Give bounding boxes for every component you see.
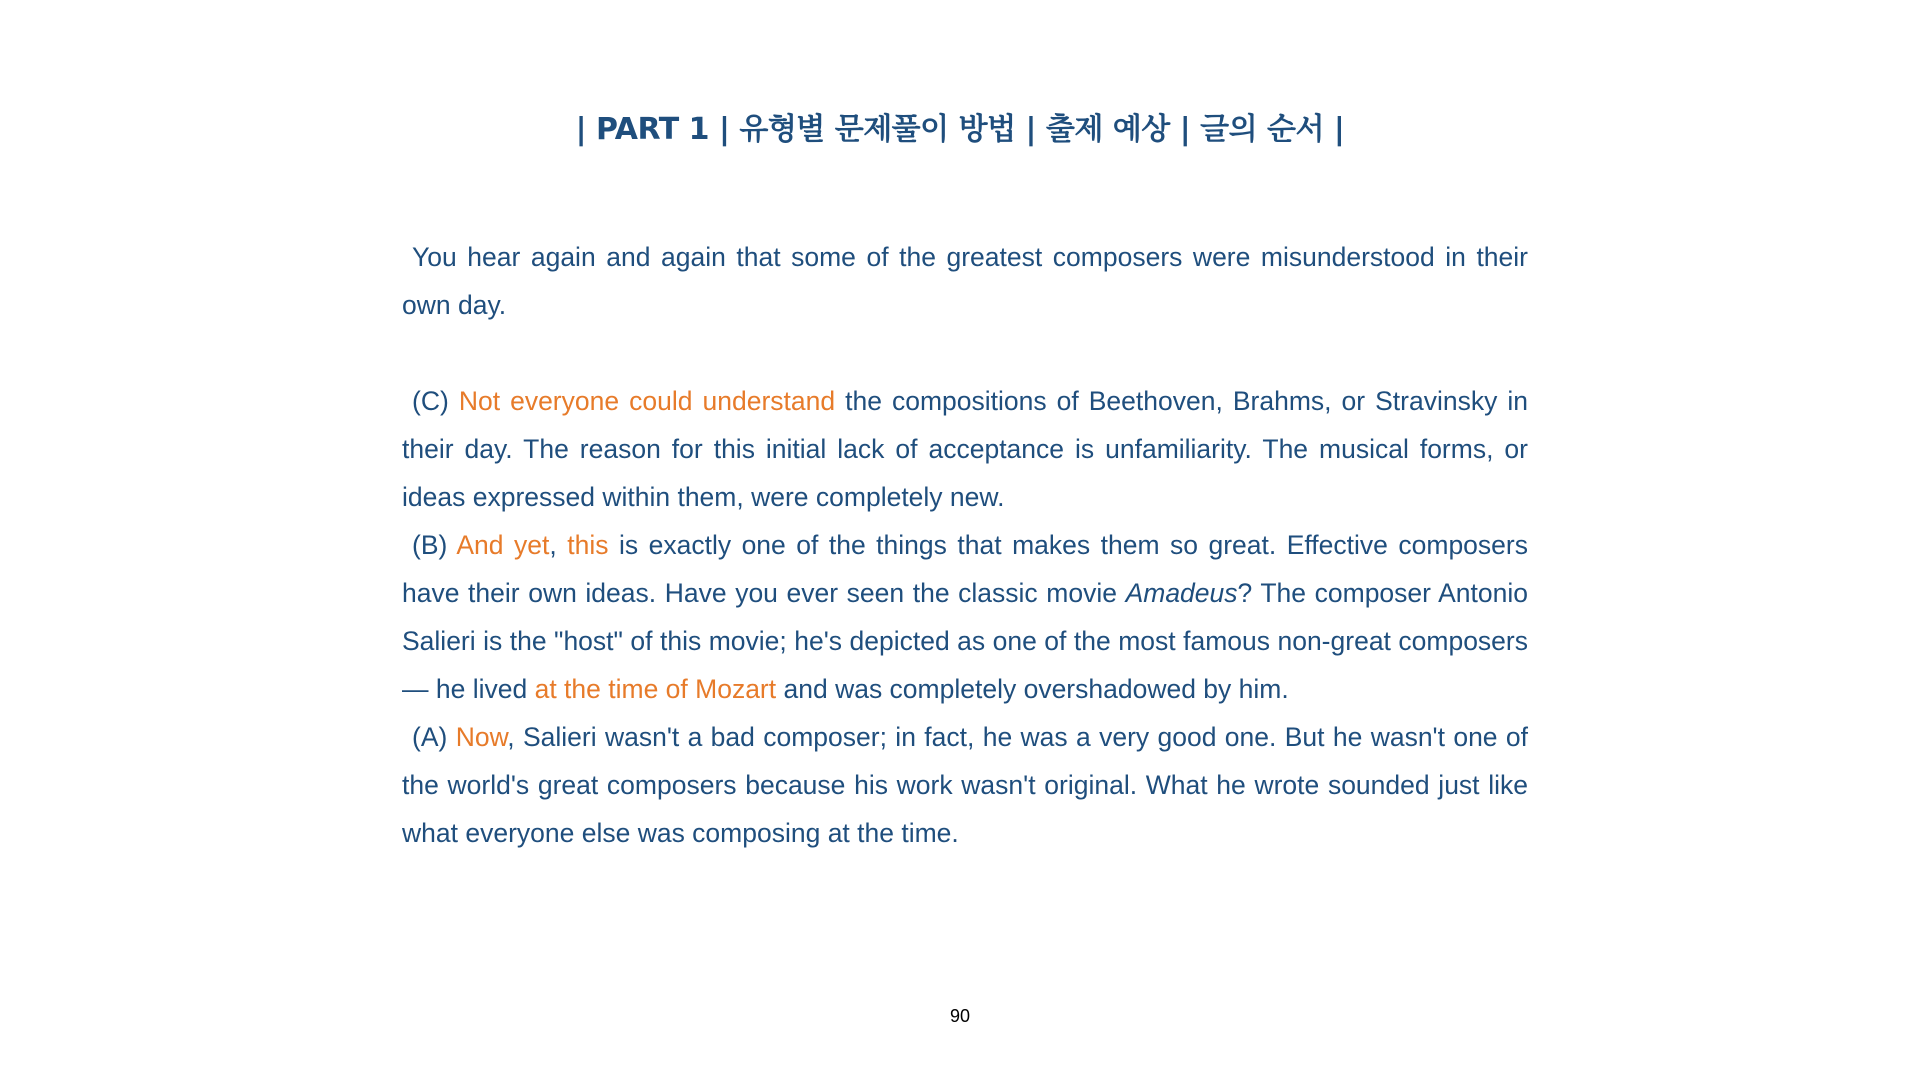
paragraph-a (402, 713, 1528, 857)
paragraph-b-text-2: ? The composer Antonio Salieri is the "host" of this movie; he's depicted as one of the most famous non-great composers — he lived (402, 578, 1528, 704)
paragraph-c-highlight: Not everyone could understand (458, 386, 836, 416)
paragraph-b (402, 521, 1528, 713)
paragraph-a-label: (A) (412, 722, 448, 752)
paragraph-b-highlight-mozart: at the time of Mozart (534, 674, 777, 704)
page-title: | PART 1 | 유형별 문제풀이 방법 | 출제 예상 | 글의 순서 | (575, 112, 1345, 147)
paragraph-b-comma: , (549, 530, 557, 560)
paragraph-a-text: , Salieri wasn't a bad composer; in fact, he was a very good one. But he wasn't one of the world's great composers because his work wasn't original. What he wrote sounded just like what everyone else was composing at the time. (402, 722, 1528, 848)
paragraph-b-text-3: and was completely overshadowed by him. (776, 674, 1289, 704)
passage (402, 233, 1528, 857)
paragraph-c-text: the compositions of Beethoven, Brahms, or Stravinsky in their day. The reason for this initial lack of acceptance is unfamiliarity. The musical forms, or ideas expressed within them, were completely new. (402, 386, 1528, 512)
page-number: 90 (949, 1006, 971, 1026)
paragraph-b-label: (B) (412, 530, 448, 560)
paragraph-c-label: (C) (412, 386, 449, 416)
paragraph-b-highlight-and-yet: And yet (456, 530, 550, 560)
paragraph-b-movie-title: Amadeus (1125, 578, 1238, 608)
paragraph-c (402, 377, 1528, 521)
paragraph-a-highlight: Now (455, 722, 508, 752)
passage-intro: You hear again and again that some of the greatest composers were misunderstood in their own day. (402, 242, 1528, 320)
paragraph-b-highlight-this: this (567, 530, 609, 560)
paragraph-b-text-1: is exactly one of the things that makes them so great. Effective composers have their own ideas. Have you ever seen the classic movie (402, 530, 1528, 608)
